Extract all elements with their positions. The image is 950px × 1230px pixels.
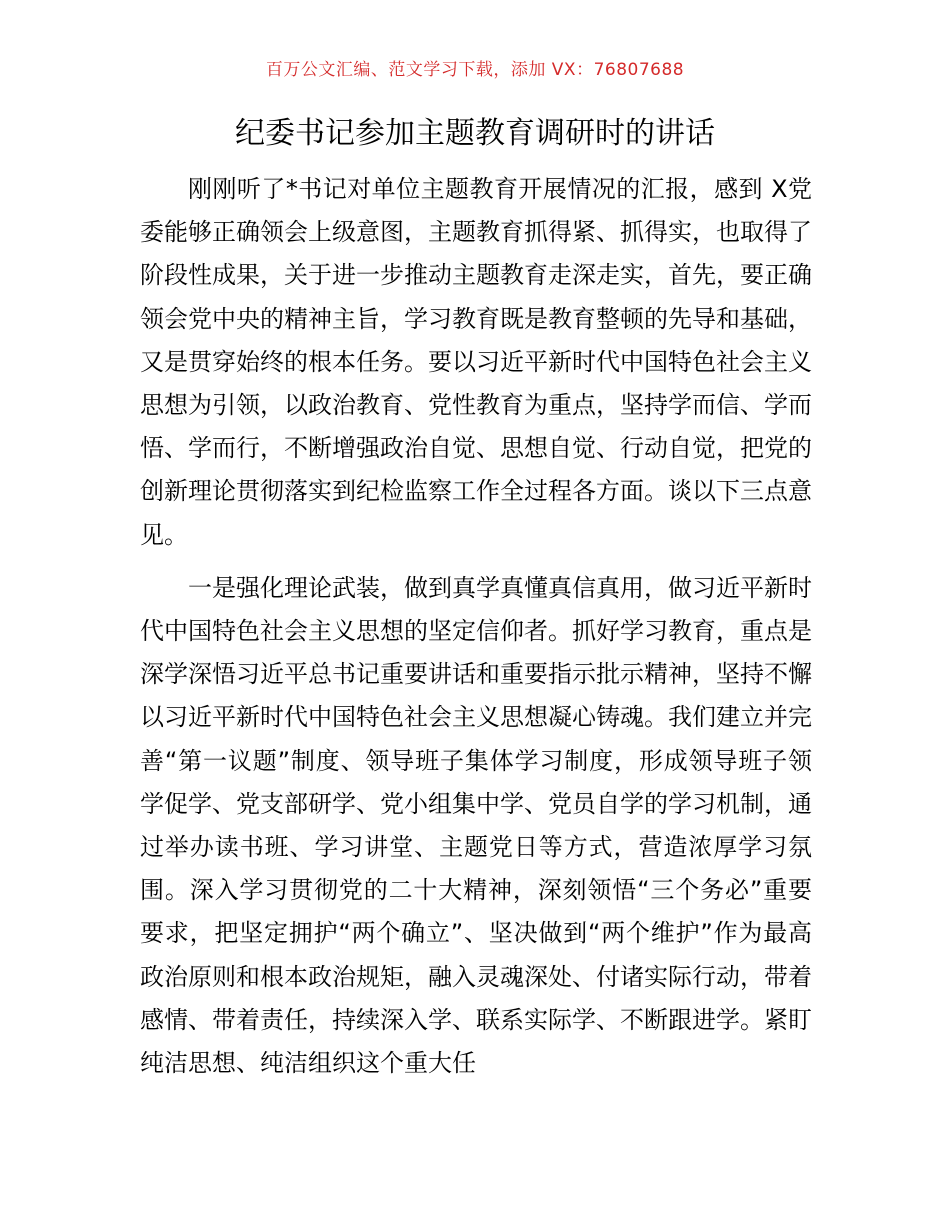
- header-watermark-note: 百万公文汇编、范文学习下载，添加 VX：76807688: [265, 60, 685, 80]
- paragraph-point-one: 一是强化理论武装，做到真学真懂真信真用，做习近平新时代中国特色社会主义思想的坚定信仰者。抓好学习教育，重点是深学深悟习近平总书记重要讲话和重要指示批示精神，坚持不懈以习近平新时代中国特色社会主义思想凝心铸魂。我们建立并完善“第一议题”制度、领导班子集体学习制度，形成领导班子领学促学、党支部研学、党小组集中学、党员自学的学习机制，通过举办读书班、学习讲堂、主题党日等方式，营造浓厚学习氛围。深入学习贯彻党的二十大精神，深刻领悟“三个务必”重要要求，把坚定拥护“两个确立”、坚决做到“两个维护”作为最高政治原则和根本政治规矩，融入灵魂深处、付诸实际行动，带着感情、带着责任，持续深入学、联系实际学、不断跟进学。紧盯纯洁思想、纯洁组织这个重大任: [140, 573, 812, 1078]
- paragraph-intro: 刚刚听了*书记对单位主题教育开展情况的汇报，感到 X党委能够正确领会上级意图，主题教育抓得紧、抓得实，也取得了阶段性成果，关于进一步推动主题教育走深走实，首先，要正确领会党中央的精神主旨，学习教育既是教育整顿的先导和基础，又是贯穿始终的根本任务。要以习近平新时代中国特色社会主义思想为引领，以政治教育、党性教育为重点，坚持学而信、学而悟、学而行，不断增强政治自觉、思想自觉、行动自觉，把党的创新理论贯彻落实到纪检监察工作全过程各方面。谈以下三点意见。: [140, 175, 812, 549]
- document-title: 纪委书记参加主题教育调研时的讲话: [235, 116, 715, 151]
- document-body: [140, 168, 812, 1085]
